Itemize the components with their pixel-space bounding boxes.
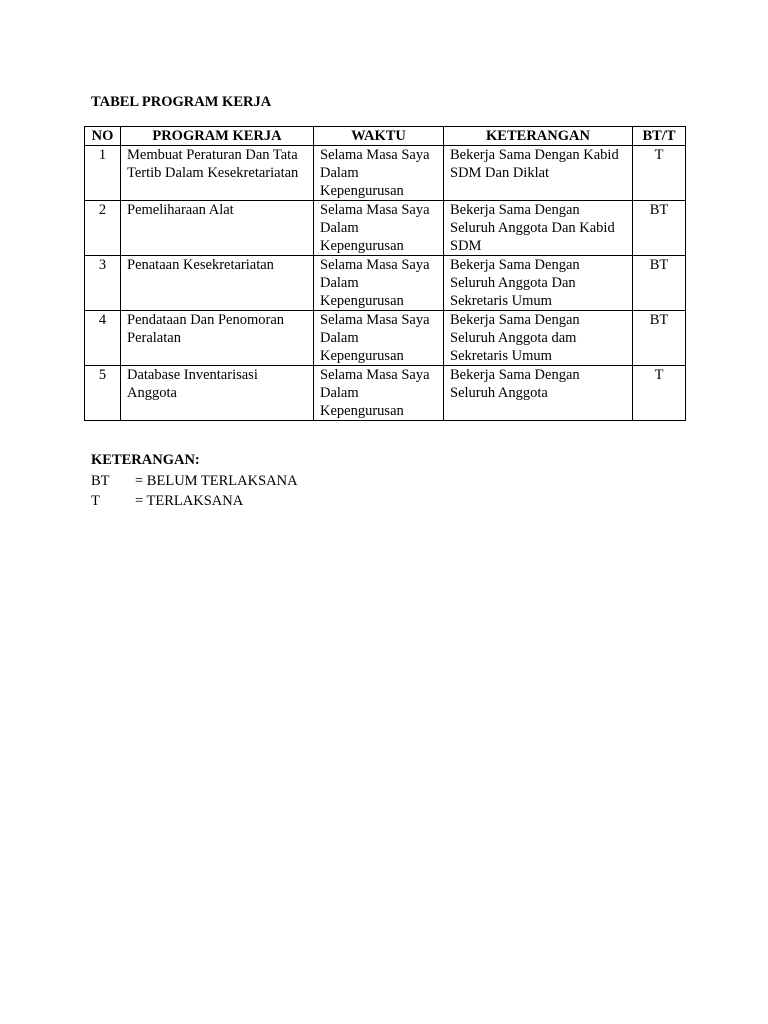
legend-meaning: = TERLAKSANA: [135, 493, 244, 509]
legend-item: [91, 491, 298, 512]
cell-program: Membuat Peraturan Dan Tata Tertib Dalam Kesekretariatan: [121, 146, 314, 201]
table-row: [85, 366, 686, 421]
legend-heading: KETERANGAN:: [91, 452, 200, 468]
legend: [91, 450, 298, 512]
cell-keterangan: Bekerja Sama Dengan Seluruh Anggota Dan Kabid SDM: [444, 201, 633, 256]
cell-waktu: Selama Masa Saya Dalam Kepengurusan: [314, 256, 444, 311]
cell-program: Pemeliharaan Alat: [121, 201, 314, 256]
cell-waktu: Selama Masa Saya Dalam Kepengurusan: [314, 366, 444, 421]
header-status: BT/T: [633, 127, 686, 146]
legend-code: T: [91, 493, 100, 509]
cell-status: T: [633, 146, 686, 201]
legend-code: BT: [91, 472, 110, 489]
cell-no: 2: [85, 201, 121, 256]
cell-status: BT: [633, 256, 686, 311]
cell-waktu: Selama Masa Saya Dalam Kepengurusan: [314, 146, 444, 201]
table-row: [85, 311, 686, 366]
cell-no: 3: [85, 256, 121, 311]
cell-keterangan: Bekerja Sama Dengan Kabid SDM Dan Diklat: [444, 146, 633, 201]
table-row: [85, 256, 686, 311]
header-keterangan: KETERANGAN: [444, 127, 633, 146]
cell-keterangan: Bekerja Sama Dengan Seluruh Anggota Dan Sekretaris Umum: [444, 256, 633, 311]
cell-status: BT: [633, 311, 686, 366]
header-waktu: WAKTU: [314, 127, 444, 146]
cell-waktu: Selama Masa Saya Dalam Kepengurusan: [314, 201, 444, 256]
header-program-kerja: PROGRAM KERJA: [121, 127, 314, 146]
cell-keterangan: Bekerja Sama Dengan Seluruh Anggota dam Sekretaris Umum: [444, 311, 633, 366]
document-title: TABEL PROGRAM KERJA: [91, 94, 272, 110]
cell-no: 1: [85, 146, 121, 201]
program-table: [84, 126, 686, 421]
cell-no: 5: [85, 366, 121, 421]
cell-status: BT: [633, 201, 686, 256]
legend-item: [91, 471, 298, 492]
table-row: [85, 201, 686, 256]
cell-status: T: [633, 366, 686, 421]
cell-program: Database Inventarisasi Anggota: [121, 366, 314, 421]
header-no: NO: [85, 127, 121, 146]
legend-meaning: = BELUM TERLAKSANA: [135, 472, 298, 489]
table-header-row: [85, 127, 686, 146]
table-row: [85, 146, 686, 201]
cell-waktu: Selama Masa Saya Dalam Kepengurusan: [314, 311, 444, 366]
cell-no: 4: [85, 311, 121, 366]
cell-program: Penataan Kesekretariatan: [121, 256, 314, 311]
cell-keterangan: Bekerja Sama Dengan Seluruh Anggota: [444, 366, 633, 421]
cell-program: Pendataan Dan Penomoran Peralatan: [121, 311, 314, 366]
